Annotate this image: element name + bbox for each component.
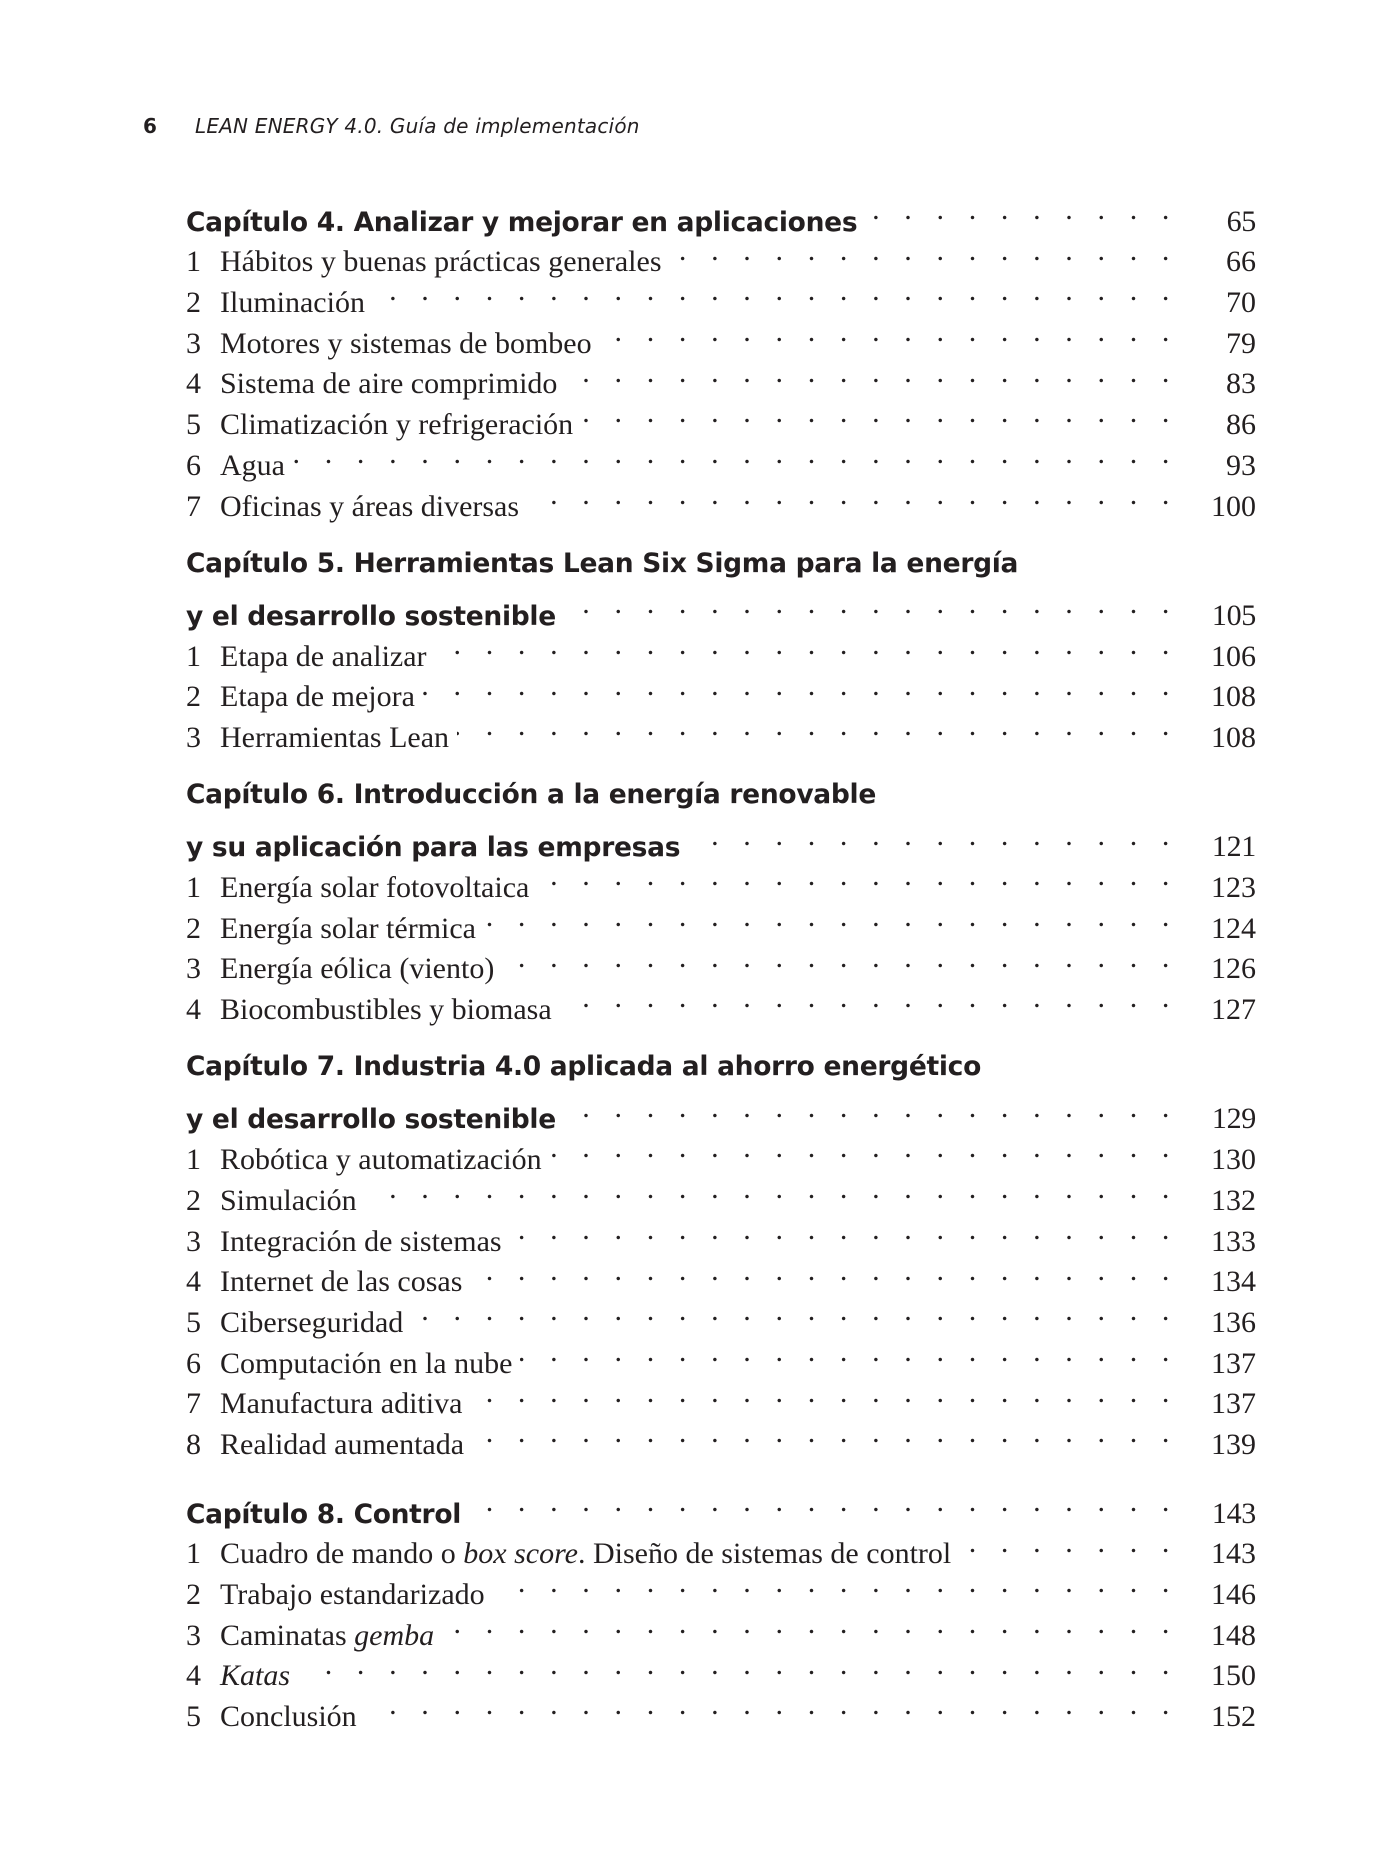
entry-number: 2 (186, 680, 201, 714)
chapter-heading (186, 584, 1256, 632)
entry-number: 8 (186, 1427, 201, 1461)
dot-leader (564, 584, 1178, 625)
chapter-page-number: 65 (1226, 204, 1256, 238)
dot-leader (565, 353, 1178, 394)
entry-page-number: 130 (1211, 1143, 1256, 1177)
entry-page-number: 86 (1226, 408, 1256, 442)
dot-leader (550, 1128, 1178, 1169)
dot-leader (865, 190, 1178, 231)
entry-title: Climatización y refrigeración (220, 408, 574, 442)
entry-title-part: Cuadro de mando o (220, 1537, 464, 1571)
entry-number: 3 (186, 326, 201, 360)
chapter-heading (186, 1047, 1256, 1088)
entry-page-number: 127 (1211, 993, 1256, 1027)
dot-leader (365, 1685, 1178, 1726)
entry-title: Ciberseguridad (220, 1305, 404, 1339)
toc-entry (186, 1645, 1256, 1693)
entry-number: 2 (186, 286, 201, 320)
entry-page-number: 137 (1211, 1346, 1256, 1380)
dot-leader (502, 938, 1178, 979)
entry-title: Etapa de analizar (220, 639, 427, 673)
entry-title: Realidad aumentada (220, 1427, 465, 1461)
chapter-title: Capítulo 5. Herramientas Lean Six Sigma para la energía (186, 547, 1019, 579)
chapter-title: y su aplicación para las empresas (186, 832, 681, 864)
dot-leader (493, 1563, 1178, 1604)
entry-title: Etapa de mejora (220, 680, 415, 714)
entry-page-number: 106 (1211, 639, 1256, 673)
entry-title: Oficinas y áreas diversas (220, 489, 520, 523)
chapter-title: y el desarrollo sostenible (186, 600, 556, 632)
dot-leader (510, 1210, 1178, 1251)
entry-page-number: 134 (1211, 1265, 1256, 1299)
chapter-heading (186, 544, 1256, 585)
dot-leader (457, 706, 1178, 747)
page-number: 6 (143, 114, 158, 138)
entry-page-number: 126 (1211, 952, 1256, 986)
entry-title: Simulación (220, 1183, 357, 1217)
dot-leader (484, 897, 1178, 938)
entry-title: Energía solar fotovoltaica (220, 871, 530, 904)
dot-leader (520, 1332, 1178, 1373)
entry-title-part: Caminatas (220, 1618, 355, 1652)
dot-leader (442, 1604, 1178, 1645)
entry-title-part: box score (463, 1537, 578, 1571)
dot-leader (470, 1251, 1178, 1292)
entry-number: 2 (186, 1578, 201, 1611)
chapter-heading (186, 1482, 1256, 1530)
chapter-block (186, 190, 1256, 523)
chapter-title: y el desarrollo sostenible (186, 1104, 556, 1136)
entry-number: 1 (186, 245, 201, 279)
entry-number: 1 (186, 1143, 201, 1177)
running-title: LEAN ENERGY 4.0. Guía de implementación (195, 114, 640, 138)
entry-page-number: 83 (1226, 367, 1256, 401)
entry-number: 3 (186, 720, 201, 754)
chapter-heading (186, 1088, 1256, 1136)
dot-leader (600, 312, 1178, 353)
entry-page-number: 123 (1211, 871, 1256, 904)
dot-leader (560, 978, 1178, 1019)
entry-number: 2 (186, 911, 201, 945)
chapter-title: Capítulo 6. Introducción a la energía renovable (186, 778, 877, 810)
entry-title: Internet de las cosas (220, 1265, 463, 1299)
chapter-page-number: 143 (1211, 1496, 1256, 1530)
entry-title: Hábitos y buenas prácticas generales (220, 245, 662, 279)
dot-leader (365, 1169, 1178, 1210)
entry-page-number: 150 (1211, 1659, 1256, 1693)
entry-title: Robótica y automatización (220, 1143, 542, 1177)
entry-number: 5 (186, 408, 201, 442)
entry-number: 4 (186, 993, 201, 1027)
entry-number: 3 (186, 1618, 201, 1652)
entry-title: Trabajo estandarizado (220, 1578, 485, 1611)
chapter-title: Capítulo 7. Industria 4.0 aplicada al ahorro energético (186, 1051, 981, 1083)
chapter-title: Capítulo 4. Analizar y mejorar en aplicaciones (186, 206, 858, 238)
entry-page-number: 79 (1226, 326, 1256, 360)
entry-page-number: 143 (1211, 1537, 1256, 1571)
entry-number: 3 (186, 952, 201, 986)
table-of-contents (186, 190, 1256, 1754)
chapter-title: Capítulo 8. Control (186, 1498, 462, 1530)
entry-page-number: 136 (1211, 1305, 1256, 1339)
entry-title: Agua (220, 448, 285, 482)
entry-page-number: 137 (1211, 1387, 1256, 1421)
entry-title-part: Katas (220, 1659, 291, 1693)
dot-leader (688, 816, 1178, 857)
chapter-heading (186, 775, 1256, 816)
dot-leader (373, 271, 1178, 312)
entry-number: 1 (186, 639, 201, 673)
entry-page-number: 66 (1226, 245, 1256, 279)
entry-title: Biocombustibles y biomasa (220, 993, 552, 1027)
dot-leader (959, 1523, 1178, 1564)
entry-page-number: 146 (1211, 1578, 1256, 1611)
dot-leader (527, 475, 1178, 516)
entry-title-part: . Diseño de sistemas de control (577, 1537, 952, 1571)
entry-page-number: 124 (1211, 911, 1256, 945)
entry-page-number: 148 (1211, 1618, 1256, 1652)
entry-number: 6 (186, 448, 201, 482)
dot-leader (472, 1413, 1178, 1454)
entry-number: 4 (186, 367, 201, 401)
entry-page-number: 108 (1211, 720, 1256, 754)
toc-entry (186, 1685, 1256, 1734)
dot-leader (423, 666, 1178, 707)
entry-title (220, 1656, 290, 1697)
entry-title: Energía eólica (viento) (220, 952, 495, 986)
entry-title-part: gemba (354, 1618, 435, 1652)
entry-page-number: 100 (1211, 489, 1256, 523)
entry-page-number: 133 (1211, 1224, 1256, 1258)
dot-leader (537, 856, 1178, 897)
entry-number: 7 (186, 1387, 201, 1421)
entry-number: 5 (186, 1700, 201, 1734)
dot-leader (469, 1482, 1178, 1523)
chapter-page-number: 121 (1211, 830, 1256, 864)
dot-leader (581, 393, 1178, 434)
entry-page-number: 93 (1226, 448, 1256, 482)
entry-number: 5 (186, 1305, 201, 1339)
running-header (143, 114, 640, 138)
entry-number: 6 (186, 1346, 201, 1380)
entry-page-number: 132 (1211, 1183, 1256, 1217)
chapter-heading (186, 816, 1256, 864)
entry-title: Energía solar térmica (220, 911, 476, 945)
entry-number: 2 (186, 1183, 201, 1217)
entry-title: Iluminación (220, 286, 365, 320)
entry-number: 1 (186, 1537, 201, 1571)
entry-title: Herramientas Lean (220, 720, 450, 754)
entry-number: 3 (186, 1224, 201, 1258)
chapter-block (186, 1047, 1256, 1461)
entry-title: Computación en la nube (220, 1346, 513, 1380)
dot-leader (298, 1645, 1178, 1686)
entry-title: Integración de sistemas (220, 1224, 502, 1258)
dot-leader (293, 434, 1178, 475)
entry-page-number: 139 (1211, 1427, 1256, 1461)
toc-entry (186, 475, 1256, 523)
entry-page-number: 70 (1226, 286, 1256, 320)
entry-page-number: 108 (1211, 680, 1256, 714)
chapter-heading (186, 190, 1256, 238)
chapter-page-number: 105 (1211, 598, 1256, 632)
entry-title: Manufactura aditiva (220, 1387, 463, 1421)
chapter-block (186, 544, 1256, 754)
dot-leader (670, 231, 1179, 272)
dot-leader (435, 625, 1178, 666)
entry-title: Sistema de aire comprimido (220, 367, 558, 401)
entry-page-number: 152 (1211, 1700, 1256, 1734)
entry-title: Motores y sistemas de bombeo (220, 326, 592, 360)
entry-number: 1 (186, 871, 201, 904)
dot-leader (470, 1373, 1178, 1414)
entry-title: Conclusión (220, 1700, 357, 1734)
chapter-block (186, 775, 1256, 1027)
toc-entry (186, 434, 1256, 482)
chapter-block (186, 1482, 1256, 1734)
entry-number: 4 (186, 1659, 201, 1693)
entry-number: 7 (186, 489, 201, 523)
dot-leader (411, 1291, 1178, 1332)
dot-leader (564, 1088, 1178, 1129)
entry-number: 4 (186, 1265, 201, 1299)
chapter-page-number: 129 (1211, 1102, 1256, 1136)
